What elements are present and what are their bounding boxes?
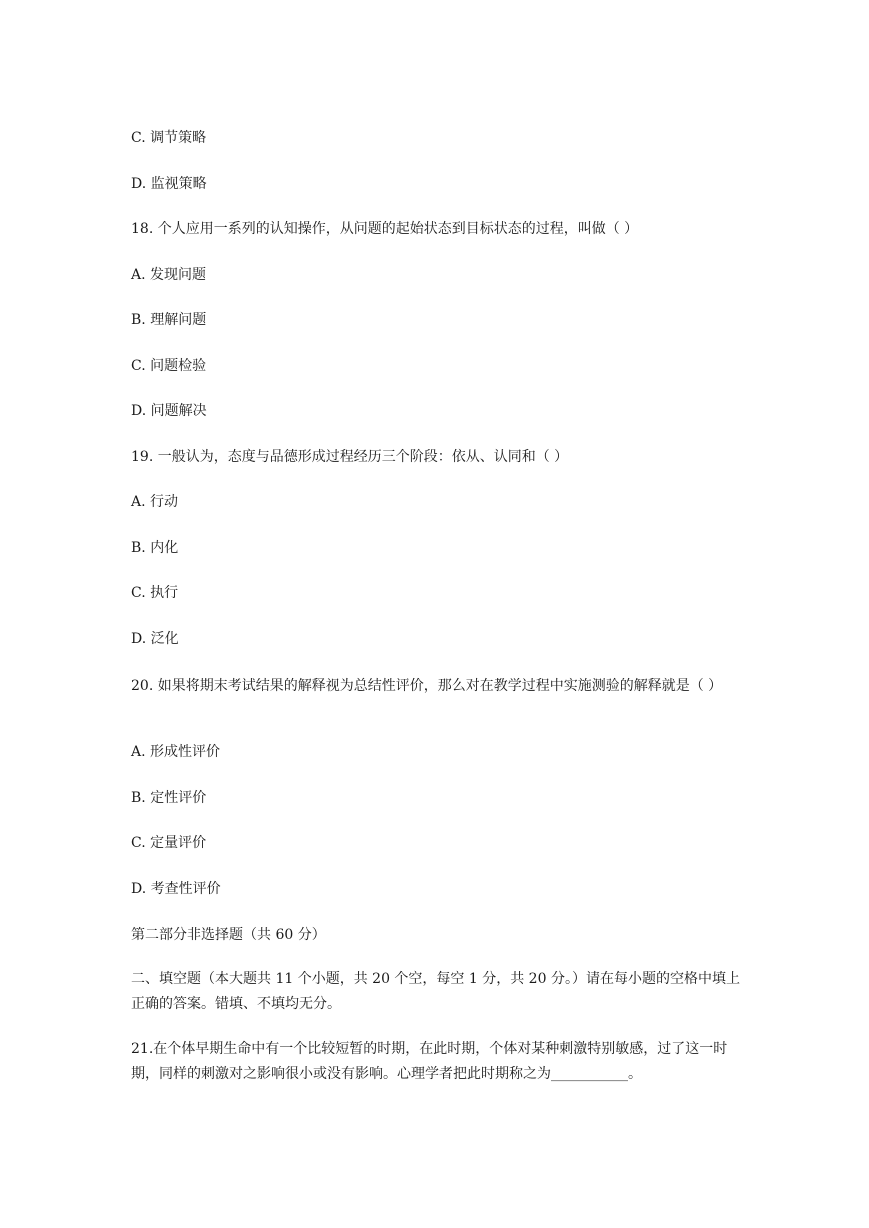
q19-stem: 19. 一般认为，态度与品德形成过程经历三个阶段：依从、认同和（ ） xyxy=(131,449,569,465)
q21-stem: 21.在个体早期生命中有一个比较短暂的时期，在此时期，个体对某种刺激特别敏感，过了这一时期，同样的刺激对之影响很小或没有影响。心理学者把此时期称之为___________。 xyxy=(131,1041,728,1082)
q17-option-c: C. 调节策略 xyxy=(131,130,207,146)
q17-option-d: D. 监视策略 xyxy=(131,176,207,192)
q19-option-c: C. 执行 xyxy=(131,585,179,601)
q18-option-a: A. 发现问题 xyxy=(131,267,207,283)
q19-option-b: B. 内化 xyxy=(131,540,179,556)
q20-option-b: B. 定性评价 xyxy=(131,790,207,806)
q20-option-a: A. 形成性评价 xyxy=(131,744,221,760)
q18-option-c: C. 问题检验 xyxy=(131,358,207,374)
q19-option-a: A. 行动 xyxy=(131,494,179,510)
q19-option-d: D. 泛化 xyxy=(131,631,179,647)
q18-option-b: B. 理解问题 xyxy=(131,312,207,328)
q18-stem: 18. 个人应用一系列的认知操作，从问题的起始状态到目标状态的过程，叫做（ ） xyxy=(131,221,639,237)
q20-option-c: C. 定量评价 xyxy=(131,835,207,851)
part2-title: 第二部分非选择题（共 60 分） xyxy=(131,927,326,943)
section2-instructions: 二、填空题（本大题共 11 个小题，共 20 个空，每空 1 分，共 20 分。）请在每小题的空格中填上正确的答案。错填、不填均无分。 xyxy=(131,971,740,1012)
q20-stem: 20. 如果将期末考试结果的解释视为总结性评价，那么对在教学过程中实施测验的解释就是（ ） xyxy=(131,678,723,694)
q20-option-d: D. 考查性评价 xyxy=(131,881,221,897)
q18-option-d: D. 问题解决 xyxy=(131,403,207,419)
